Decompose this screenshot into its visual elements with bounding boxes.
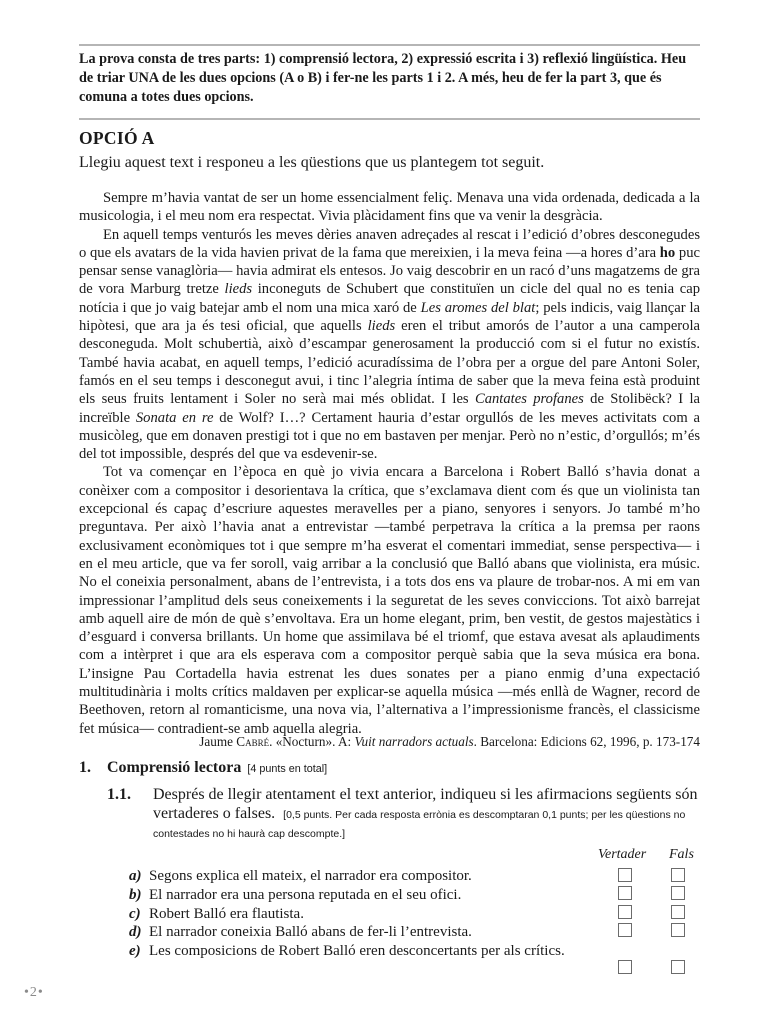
reading-instruction: Llegiu aquest text i responeu a les qüestions que us plantegem tot seguit. bbox=[79, 154, 545, 171]
question-text: Després de llegir atentament el text anterior, indiqueu si les afirmacions següents són vertaderes o falses. [0,5 punts. Per cada resposta errònia es descomptaran 0,1 punts; per les qüestions no contestades no hi haurà cap descompte.] bbox=[153, 786, 698, 840]
question-number: 1.1. bbox=[107, 786, 131, 803]
statement-a: a) Segons explica ell mateix, el narrador era compositor. bbox=[129, 868, 472, 884]
statement-d: d) El narrador coneixia Balló abans de fer-li l’entrevista. bbox=[129, 924, 472, 940]
checkbox-c-false[interactable] bbox=[671, 905, 685, 919]
section-heading-comprehension bbox=[79, 757, 327, 780]
page-number: •2• bbox=[24, 985, 44, 1000]
checkbox-a-false[interactable] bbox=[671, 868, 685, 882]
checkbox-a-true[interactable] bbox=[618, 868, 632, 882]
top-rule bbox=[79, 44, 700, 46]
statement-c: c) Robert Balló era flautista. bbox=[129, 906, 304, 922]
section-number: 1. bbox=[79, 759, 91, 776]
checkbox-d-false[interactable] bbox=[671, 923, 685, 937]
checkbox-c-true[interactable] bbox=[618, 905, 632, 919]
passage-paragraph-2: En aquell temps venturós les meves dèries anaven adreçades al rescat i l’edició d’obres desconegudes o que els avatars de la vida havien privat de la fama que mereixien, i la meva feina —a hores d’ara ho puc pensar sense vanaglòria— havia admirat els entesos. Jo vaig descobrir en un racó d’uns magatzems de gra de vora Marburg tretze lieds inconeguts de Schubert que constituïen un cicle del qual no es tenia cap notícia i que jo vaig batejar amb el nom una mica xaró de Les aromes del blat; pels indicis, vaig llançar la hipòtesi, que ara ja és tesi oficial, que aquells lieds eren el tribut amorós de l’autor a una camperola desconeguda. Molt schubertià, això d’escampar generosament la producció com si el futur no existís. També havia acabat, en aquell temps, l’edició acuradíssima de l’obra per a orgue del pare Antoni Soler, famós en el seu temps i desconegut avui, i tinc l’alegria íntima de saber que la meva feina està produint els seus fruits lentament i Soler no serà mai més oblidat. I les Cantates profanes de Stolibëck? I la increïble Sonata en re de Wolf? I…? Certament hauria d’estar orgullós de les meves activitats com a musicòleg, que em donaven prestigi tot i que no em bastaven per menjar. Però no n’estic, d’orgullós; m’és del tot impossible, després del que va esdevenir-se. bbox=[79, 226, 700, 463]
passage-paragraph-1: Sempre m’havia vantat de ser un home essencialment feliç. Menava una vida ordenada, dedicada a la musicologia, i el meu nom era respectat. Vivia plàcidament fins que va venir la desgràcia. bbox=[79, 190, 700, 225]
exam-instructions: La prova consta de tres parts: 1) comprensió lectora, 2) expressió escrita i 3) reflexió lingüística. Heu de triar UNA de les dues opcions (A o B) i fer-ne les parts 1 i 2. A més, heu de fer la part 3, que és comuna a totes dues opcions. bbox=[79, 51, 687, 105]
checkbox-d-true[interactable] bbox=[618, 923, 632, 937]
statement-b: b) El narrador era una persona reputada en el seu ofici. bbox=[129, 887, 462, 903]
section-points: [4 punts en total] bbox=[247, 763, 328, 775]
section-title: Comprensió lectora bbox=[107, 759, 242, 776]
checkbox-e-true[interactable] bbox=[618, 960, 632, 974]
checkbox-e-false[interactable] bbox=[671, 960, 685, 974]
checkbox-b-false[interactable] bbox=[671, 886, 685, 900]
reading-passage bbox=[79, 189, 700, 738]
column-true-header: Vertader bbox=[598, 847, 647, 862]
bottom-rule bbox=[79, 118, 700, 120]
source-citation: Jaume Cabré. «Nocturn». A: Vuit narradors actuals. Barcelona: Edicions 62, 1996, p. 173-174 bbox=[199, 734, 700, 749]
question-scoring-note: [0,5 punts. Per cada resposta errònia es descomptaran 0,1 punts; per les qüestions no contestades no hi haurà cap descompte.] bbox=[153, 809, 686, 840]
checkbox-b-true[interactable] bbox=[618, 886, 632, 900]
column-false-header: Fals bbox=[669, 847, 694, 862]
passage-paragraph-3: Tot va començar en l’època en què jo vivia encara a Barcelona i Robert Balló s’havia donat a conèixer com a compositor i desorientava la crítica, que s’exclamava dient com és que un violinista tan excepcional és capaç d’escriure aquestes meravelles per a piano, senyores i senyors. Jo també m’ho preguntava. Per això l’havia anat a entrevistar —també perpetrava la crítica a la premsa per raons exclusivament econòmiques tot i que sempre m’ha esverat el comentari immediat, sense perspectiva— i en el meu article, que va fer soroll, vaig arribar a la conclusió que Balló abans que violinista, era músic. No el coneixia personalment, abans de l’entrevista, i a tots dos ens va plaure de trobar-nos. A mi em van impressionar l’amplitud dels seus coneixements i la seguretat de les seves conviccions. Tot això barrejat amb aquell aire de món de què s’envoltava. Era un home elegant, prim, ben vestit, de gestos majestàtics i d’esguard i conversa brillants. Un home que assimilava bé el triomf, que estava avesat als aplaudiments com a intèrpret i que ara els esperava com a compositor perquè sabia que la seva música era bona. L’insigne Pau Cortadella havia estrenat les dues sonates per a piano enmig d’una expectació multitudinària i molts crítics maldaven per explicar-se aquella música —més enllà de Wagner, record de Beethoven, retorn al romanticisme, una nova via, l’alternativa a l’impressionisme francès, el classicisme fet música— contradient-se amb aquella alegria. bbox=[79, 464, 700, 737]
statement-e: e) Les composicions de Robert Balló eren desconcertants per als crítics. bbox=[129, 943, 565, 959]
option-title: OPCIÓ A bbox=[79, 128, 155, 148]
